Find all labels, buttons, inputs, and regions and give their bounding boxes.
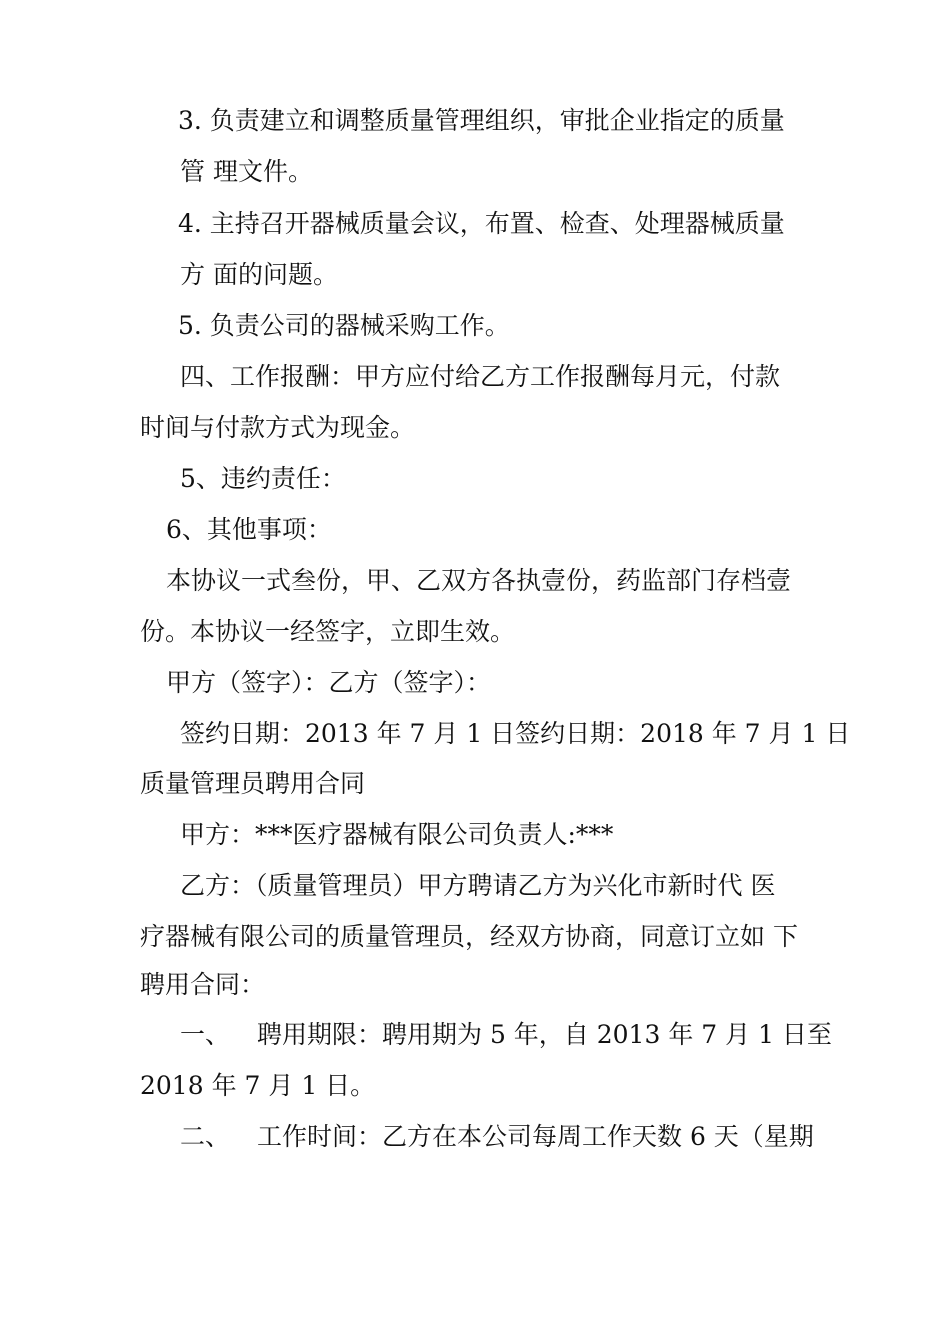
text-line: 签约日期：2013 年 7 月 1 日签约日期：2018 年 7 月 1 日 xyxy=(180,719,851,748)
text-line: 6、其他事项： xyxy=(166,515,332,544)
text-line: 本协议一式叁份，甲、乙双方各执壹份，药监部门存档壹 xyxy=(166,566,792,595)
party-b-line: 乙方：（质量管理员）甲方聘请乙方为兴化市新时代 医 xyxy=(180,871,776,900)
text-line: 4. 主持召开器械质量会议，布置、检查、处理器械质量 xyxy=(178,209,785,238)
text-line: 管 理文件。 xyxy=(180,157,313,186)
text-line: 时间与付款方式为现金。 xyxy=(140,413,416,442)
text-line: 3. 负责建立和调整质量管理组织，审批企业指定的质量 xyxy=(178,106,785,135)
text-line: 份。本协议一经签字，立即生效。 xyxy=(140,617,516,646)
text-line: 方 面的问题。 xyxy=(180,260,338,289)
document-title: 质量管理员聘用合同 xyxy=(140,769,366,798)
section-number: 一、 xyxy=(180,1020,231,1049)
party-a-line: 甲方：***医疗器械有限公司负责人:*** xyxy=(180,820,614,849)
text-line: 工作时间：乙方在本公司每周工作天数 6 天（星期 xyxy=(257,1122,814,1151)
text-line: 甲方（签字）：乙方（签字）： xyxy=(166,668,492,697)
text-line: 5. 负责公司的器械采购工作。 xyxy=(178,311,510,340)
text-line: 5、违约责任： xyxy=(180,464,346,493)
text-line: 2018 年 7 月 1 日。 xyxy=(140,1071,376,1100)
text-line: 疗器械有限公司的质量管理员，经双方协商，同意订立如 下 xyxy=(140,922,798,951)
text-line: 聘用期限：聘用期为 5 年，自 2013 年 7 月 1 日至 xyxy=(257,1020,832,1049)
section-number: 二、 xyxy=(180,1122,231,1151)
text-line: 聘用合同： xyxy=(140,970,266,999)
text-line: 四、工作报酬：甲方应付给乙方工作报酬每月元，付款 xyxy=(180,362,781,391)
